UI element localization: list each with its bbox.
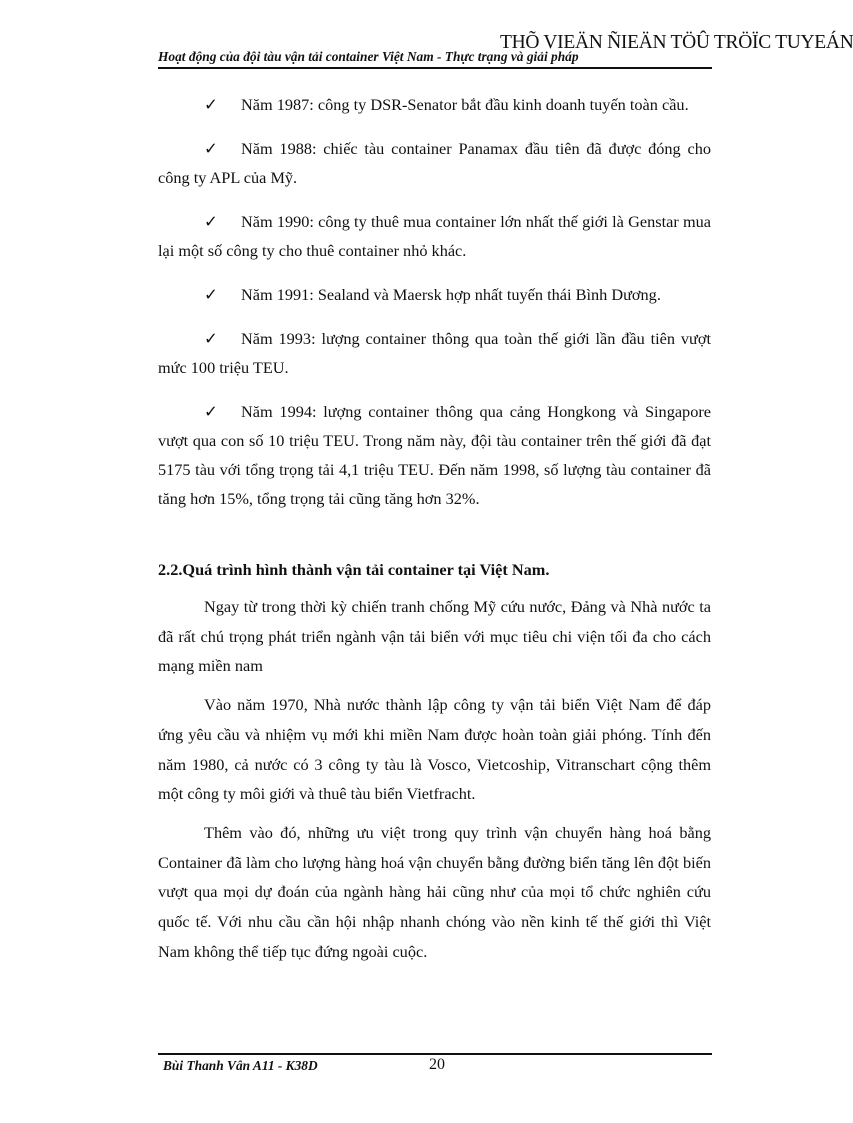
list-item xyxy=(158,397,711,513)
list-item xyxy=(158,324,711,382)
check-mark-icon: ✓ xyxy=(204,402,218,421)
list-item xyxy=(158,90,711,119)
section-heading: 2.2.Quá trình hình thành vận tải container tại Việt Nam. xyxy=(158,560,550,579)
list-item xyxy=(158,280,711,309)
list-item-text: Năm 1988: chiếc tàu container Panamax đầu tiên đã được đóng cho công ty APL của Mỹ. xyxy=(158,139,711,187)
page-number: 20 xyxy=(429,1056,445,1073)
check-mark-icon: ✓ xyxy=(204,285,218,304)
footer-author: Bùi Thanh Vân A11 - K38D xyxy=(163,1058,318,1073)
list-item-text: Năm 1991: Sealand và Maersk hợp nhất tuyến thái Bình Dương. xyxy=(241,285,661,304)
paragraph: Vào năm 1970, Nhà nước thành lập công ty vận tải biển Việt Nam để đáp ứng yêu cầu và nhiệm vụ mới khi miền Nam được hoàn toàn giải phóng. Tính đến năm 1980, cả nước có 3 công ty tàu là Vosco, Vietcoship, Vitranschart cộng thêm một công ty môi giới và thuê tàu biển Vietfracht. xyxy=(158,695,711,804)
page-content xyxy=(158,90,711,975)
watermark: THÕ VIEÄN ÑIEÄN TÖÛ TRÖÏC TUYEÁN xyxy=(500,32,853,53)
list-item xyxy=(158,207,711,265)
checklist xyxy=(158,90,711,513)
check-mark-icon: ✓ xyxy=(204,95,218,114)
check-mark-icon: ✓ xyxy=(204,212,218,231)
list-item-text: Năm 1994: lượng container thông qua cảng Hongkong và Singapore vượt qua con số 10 triệu TEU. Trong năm này, đội tàu container trên thế giới đã đạt 5175 tàu với tổng trọng tải 4,1 triệu TEU. Đến năm 1998, số lượng tàu container đã tăng hơn 15%, tổng trọng tải cũng tăng hơn 32%. xyxy=(158,402,711,508)
list-item-text: Năm 1993: lượng container thông qua toàn thế giới lần đầu tiên vượt mức 100 triệu TEU. xyxy=(158,329,711,377)
header-divider xyxy=(158,67,712,69)
paragraph: Thêm vào đó, những ưu việt trong quy trình vận chuyển hàng hoá bằng Container đã làm cho lượng hàng hoá vận chuyển bằng đường biển tăng lên đột biến vượt qua mọi dự đoán của ngành hàng hải cũng như của mọi tổ chức nghiên cứu quốc tế. Với nhu cầu cần hội nhập nhanh chóng vào nền kinh tế thế giới thì Việt Nam không thể tiếp tục đứng ngoài cuộc. xyxy=(158,822,711,961)
list-item-text: Năm 1987: công ty DSR-Senator bắt đầu kinh doanh tuyến toàn cầu. xyxy=(241,95,689,114)
footer-divider xyxy=(158,1053,712,1055)
list-item xyxy=(158,134,711,192)
list-item-text: Năm 1990: công ty thuê mua container lớn nhất thế giới là Genstar mua lại một số công ty cho thuê container nhỏ khác. xyxy=(158,212,711,260)
paragraph: Ngay từ trong thời kỳ chiến tranh chống Mỹ cứu nước, Đảng và Nhà nước ta đã rất chú trọng phát triển ngành vận tải biển với mục tiêu chi viện tối đa cho cách mạng miền nam xyxy=(158,597,711,676)
running-title: Hoạt động của đội tàu vận tải container Việt Nam - Thực trạng và giải pháp xyxy=(158,49,579,64)
check-mark-icon: ✓ xyxy=(204,329,218,348)
check-mark-icon: ✓ xyxy=(204,139,218,158)
